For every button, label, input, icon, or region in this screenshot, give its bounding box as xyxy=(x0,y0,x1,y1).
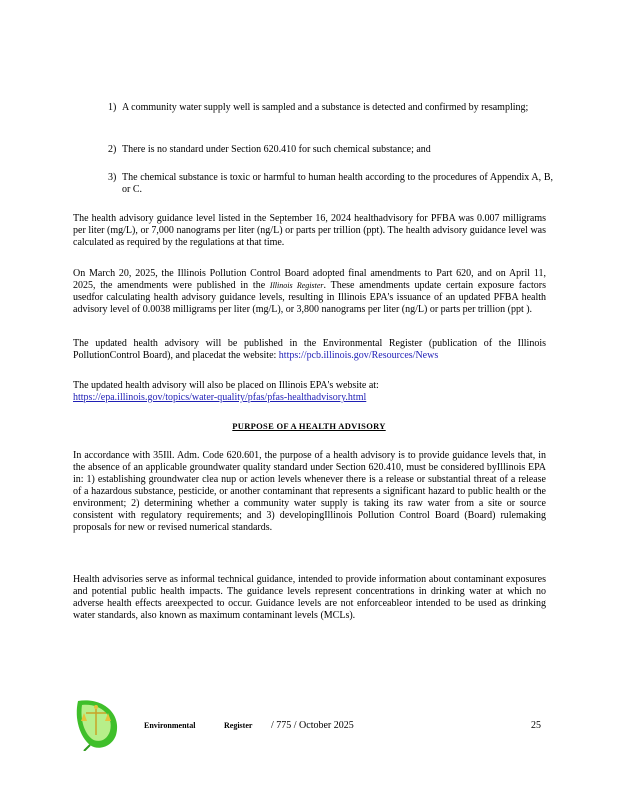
list-text: There is no standard under Section 620.410 for such chemical substance; and xyxy=(122,144,431,155)
list-item xyxy=(108,172,553,196)
leaf-scales-logo-icon xyxy=(72,695,124,751)
paragraph-amendments xyxy=(73,268,546,316)
paragraph-text: The updated health advisory will be published in the Environmental Register (publication of the Illinois PollutionControl Board), and placedat the website: xyxy=(73,338,546,361)
paragraph-text: The updated health advisory will also be placed on Illinois EPA's website at: xyxy=(73,380,379,391)
paragraph-text: On March 20, 2025, the Illinois Pollution Control Board adopted final amendments to Part 620, and on April 11, 2025, the amendments were published in the xyxy=(73,268,546,291)
paragraph-purpose: In accordance with 35Ill. Adm. Code 620.601, the purpose of a health advisory is to provide guidance levels that, in the absence of an applicable groundwater quality standard under Section 620.410, must be considered byIllinois EPA in: 1) establishing groundwater clea nup or action levels whenever there is a release or substantial threat of a release of a hazardous substance, pesticide, or another contaminant that represents a significant hazard to public health or the environment; 2) determining whether a community water supply is taking its raw water from a site or source consistent with regulatory requirements; and 3) developingIllinois Pollution Control Board (Board) rulemaking proposals for new or revised numerical standards. xyxy=(73,450,546,533)
list-item xyxy=(108,144,553,156)
paragraph-pfba-previous-level: The health advisory guidance level listed in the September 16, 2024 healthadvisory for PFBA was 0.007 milligrams per liter (mg/L), or 7,000 nanograms per liter (ng/L) or parts per trillion (ppt). The health advisory guidance level was calculated as required by the regulations at that time. xyxy=(73,213,546,248)
footer-word: Register xyxy=(224,721,253,730)
footer-issue: / 775 / October 2025 xyxy=(271,720,354,731)
paragraph-publication xyxy=(73,338,546,362)
pcb-news-link[interactable]: https://pcb.illinois.gov/Resources/News xyxy=(278,350,439,361)
footer-publication xyxy=(144,720,195,731)
list-number: 2) xyxy=(108,144,117,155)
epa-pfas-advisory-link[interactable]: https://epa.illinois.gov/topics/water-quality/pfas/pfas-healthadvisory.html xyxy=(73,392,367,403)
list-number: 1) xyxy=(108,102,117,113)
list-item xyxy=(108,102,553,114)
section-heading: PURPOSE OF A HEALTH ADVISORY xyxy=(232,421,386,431)
list-text: A community water supply well is sampled and a substance is detected and confirmed by resampling; xyxy=(122,102,529,113)
paragraph-health-advisories: Health advisories serve as informal technical guidance, intended to provide information about contaminant exposures and potential public health impacts. The guidance levels represent concentrations in drinking water at which no adverse health effects areexpected to occur. Guidance levels are not enforceableor intended to be used as drinking water standards, also known as maximum contaminant levels (MCLs). xyxy=(73,574,546,621)
illinois-register-title: Illinois Register xyxy=(269,281,324,290)
footer-publication xyxy=(224,720,252,731)
footer-word: Environmental xyxy=(144,721,196,730)
list-text: The chemical substance is toxic or harmful to human health according to the procedures of Appendix A, B, or C. xyxy=(122,172,553,195)
page-number: 25 xyxy=(531,720,541,731)
paragraph-text: . These amendments update certain exposure factors usedfor calculating health advisory guidance levels, resulting in Illinois EPA's issuance of an updated PFBA health advisory level of 0.0038 milligrams per liter (mg/L), or 3,800 nanograms per liter (ng/L) or parts per trillion (ppt ). xyxy=(73,280,546,315)
paragraph-epa-website xyxy=(73,380,546,404)
list-number: 3) xyxy=(108,172,117,183)
